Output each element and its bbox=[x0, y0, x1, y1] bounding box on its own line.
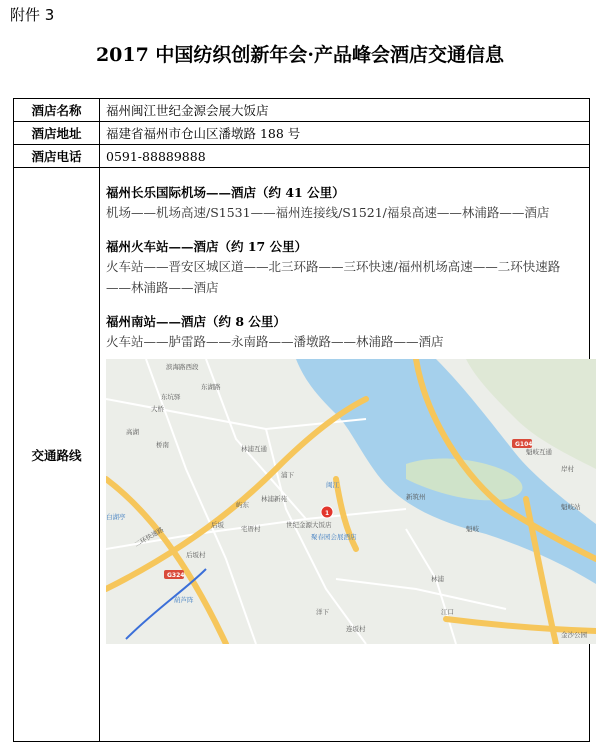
map-label: 闽江 bbox=[326, 481, 339, 489]
routes-cell bbox=[100, 168, 590, 742]
map-label: 林浦互通 bbox=[241, 445, 267, 453]
map-label: 聚春园会展酒店 bbox=[311, 533, 357, 541]
page-title: 2017 中国纺织创新年会·产品峰会酒店交通信息 bbox=[95, 44, 505, 66]
hotel-phone-label: 酒店电话 bbox=[14, 145, 100, 168]
table-row bbox=[14, 99, 590, 122]
attachment-label: 附件 3 bbox=[10, 6, 55, 24]
map-label: 林浦新苑 bbox=[261, 495, 287, 503]
map-label: 东坑驿 bbox=[161, 393, 181, 401]
map-label: 金沙公园 bbox=[561, 631, 587, 639]
map-label: 屿东 bbox=[236, 501, 249, 509]
metro-line bbox=[126, 569, 206, 639]
route-text: 火车站——胪雷路——永南路——潘墩路——林浦路——酒店 bbox=[106, 334, 444, 349]
route-text: 机场——机场高速/S1531——福州连接线/S1521/福泉高速——林浦路——酒店 bbox=[106, 205, 550, 220]
table-row bbox=[14, 122, 590, 145]
map-label: 魁岐 bbox=[466, 525, 479, 533]
map-label: 魁岐互通 bbox=[526, 448, 552, 456]
table-row bbox=[14, 168, 590, 742]
map-label: 东湖路 bbox=[201, 383, 221, 391]
map-label: 葫芦阵 bbox=[174, 596, 194, 604]
map-label: 新筑州 bbox=[406, 493, 426, 501]
route-text: 火车站——晋安区城区道——北三环路——三环快速/福州机场高速——二环快速路——林浦路——酒店 bbox=[106, 259, 561, 295]
hotel-phone-value: 0591-88889888 bbox=[100, 145, 590, 168]
map-label: 魁岐站 bbox=[561, 503, 581, 511]
map-label: 大桥 bbox=[151, 405, 164, 413]
map-label: 岸村 bbox=[561, 465, 574, 473]
routes-label: 交通路线 bbox=[14, 168, 100, 742]
map-label: 高湖 bbox=[126, 428, 139, 436]
map-label: 桥南 bbox=[156, 441, 169, 449]
map-label: 宅厝村 bbox=[241, 525, 261, 533]
map-label: 滨海路西段 bbox=[166, 363, 199, 371]
map-label: 林浦 bbox=[431, 575, 444, 583]
hotel-address-value: 福建省福州市仓山区潘墩路 188 号 bbox=[100, 122, 590, 145]
map-drawing bbox=[106, 359, 596, 644]
hotel-marker-label: 1 bbox=[325, 510, 330, 517]
map-label: 后坂 bbox=[211, 521, 224, 529]
map-label: 江口 bbox=[441, 608, 454, 616]
hotel-address-label: 酒店地址 bbox=[14, 122, 100, 145]
map-label: 洋下 bbox=[316, 608, 329, 616]
route-title: 福州长乐国际机场——酒店（约 41 公里） bbox=[106, 185, 345, 200]
hotel-name-value: 福州闽江世纪金源会展大饭店 bbox=[100, 99, 590, 122]
map-label: 后坂村 bbox=[186, 551, 206, 559]
map-label: 二环快速路 bbox=[133, 525, 166, 549]
table-row bbox=[14, 145, 590, 168]
route-shield-label: G324 bbox=[167, 572, 185, 579]
hotel-name-label: 酒店名称 bbox=[14, 99, 100, 122]
map-label: 浦下 bbox=[281, 471, 294, 479]
location-map[interactable] bbox=[106, 359, 596, 644]
route-title: 福州火车站——酒店（约 17 公里） bbox=[106, 239, 308, 254]
map-label: 连坂村 bbox=[346, 625, 366, 633]
hotel-info-table bbox=[13, 98, 590, 742]
map-label: 世纪金源大饭店 bbox=[286, 521, 332, 529]
route-title: 福州南站——酒店（约 8 公里） bbox=[106, 314, 286, 329]
map-label: 白湖亭 bbox=[106, 513, 126, 521]
route-shield-label: G104 bbox=[515, 441, 533, 448]
